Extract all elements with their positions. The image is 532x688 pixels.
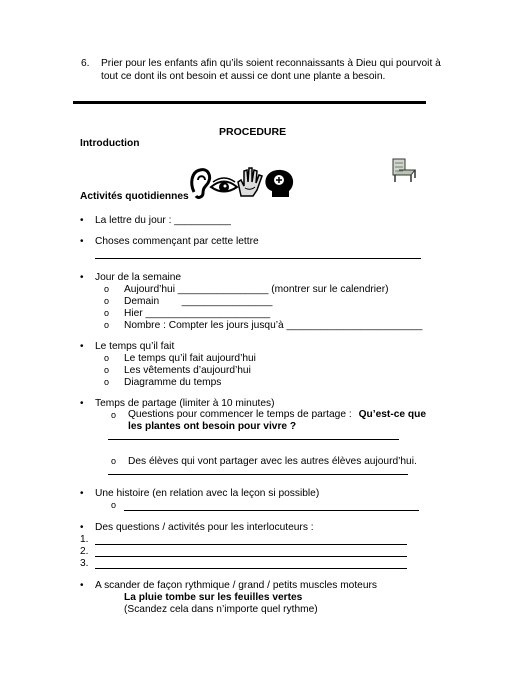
temps-item: Le temps qu’il fait aujourd’hui: [124, 353, 256, 364]
bullet: •: [80, 236, 84, 247]
fill-line: [95, 544, 407, 545]
temps-item: Les vêtements d’aujourd’hui: [124, 365, 251, 376]
sub-bullet: o: [104, 353, 110, 363]
sub-bullet: o: [111, 500, 117, 510]
sub-bullet: o: [104, 365, 110, 375]
scander-heading: A scander de façon rythmique / grand / petits muscles moteurs: [95, 580, 377, 591]
partage-question: Questions pour commencer le temps de partage :: [128, 409, 352, 420]
temps-item: Diagramme du temps: [124, 377, 222, 388]
bullet: •: [80, 341, 84, 352]
partage-question-bold: les plantes ont besoin pour vivre ?: [128, 421, 297, 432]
fill-line: [124, 510, 419, 511]
partage-question-bold: Qu’est-ce que: [358, 409, 426, 420]
item6-line1: Prier pour les enfants afin qu’ils soient reconnaissants à Dieu qui pourvoit à: [101, 58, 441, 69]
question-number: 2.: [80, 546, 89, 557]
partage-eleves: Des élèves qui vont partager avec les autres élèves aujourd’hui.: [128, 456, 417, 467]
bullet: •: [80, 488, 84, 499]
jour-item: Aujourd’hui ________________ (montrer sur le calendrier): [124, 284, 389, 295]
fill-line: [95, 556, 407, 557]
fill-line: [108, 439, 399, 440]
sub-bullet: o: [104, 296, 110, 306]
chair-icon: [389, 156, 419, 184]
bullet: •: [80, 522, 84, 533]
choses-label: Choses commençant par cette lettre: [95, 236, 259, 247]
hand-icon: [235, 166, 265, 198]
lettre-du-jour: La lettre du jour : __________: [95, 215, 231, 226]
scander-verse: La pluie tombe sur les feuilles vertes: [124, 592, 303, 603]
sub-bullet: o: [104, 377, 110, 387]
bullet: •: [80, 580, 84, 591]
item-number: 6.: [81, 58, 90, 69]
jour-item: Hier ______________________: [124, 308, 271, 319]
activites-heading: Activités quotidiennes: [80, 191, 189, 202]
item6-line2: tout ce dont ils ont besoin et aussi ce dont une plante a besoin.: [101, 71, 386, 82]
bullet: •: [80, 272, 84, 283]
head-profile-icon: [262, 167, 296, 199]
sub-bullet: o: [104, 320, 110, 330]
histoire-heading: Une histoire (en relation avec la leçon si possible): [95, 488, 320, 499]
sub-bullet: o: [111, 410, 117, 420]
jour-item: Nombre : Compter les jours jusqu’à ________________________: [124, 320, 423, 331]
sub-bullet: o: [104, 284, 110, 294]
page-heading: PROCEDURE: [219, 126, 287, 138]
fill-line: [108, 474, 408, 475]
jour-item: Demain ________________: [124, 296, 273, 307]
bullet: •: [80, 215, 84, 226]
jour-heading: Jour de la semaine: [95, 272, 182, 283]
fill-line: [95, 568, 407, 569]
fill-line: [95, 258, 421, 259]
partage-question-line: [128, 409, 426, 420]
sub-bullet: o: [111, 456, 117, 466]
scander-note: (Scandez cela dans n’importe quel rythme): [124, 604, 318, 615]
question-number: 3.: [80, 558, 89, 569]
partage-heading: Temps de partage (limiter à 10 minutes): [95, 398, 275, 409]
section-divider: [73, 101, 426, 104]
bullet: •: [80, 398, 84, 409]
sub-bullet: o: [104, 308, 110, 318]
question-number: 1.: [80, 534, 89, 545]
intro-heading: Introduction: [80, 138, 140, 149]
questions-heading: Des questions / activités pour les interlocuteurs :: [95, 522, 314, 533]
temps-heading: Le temps qu’il fait: [95, 341, 175, 352]
